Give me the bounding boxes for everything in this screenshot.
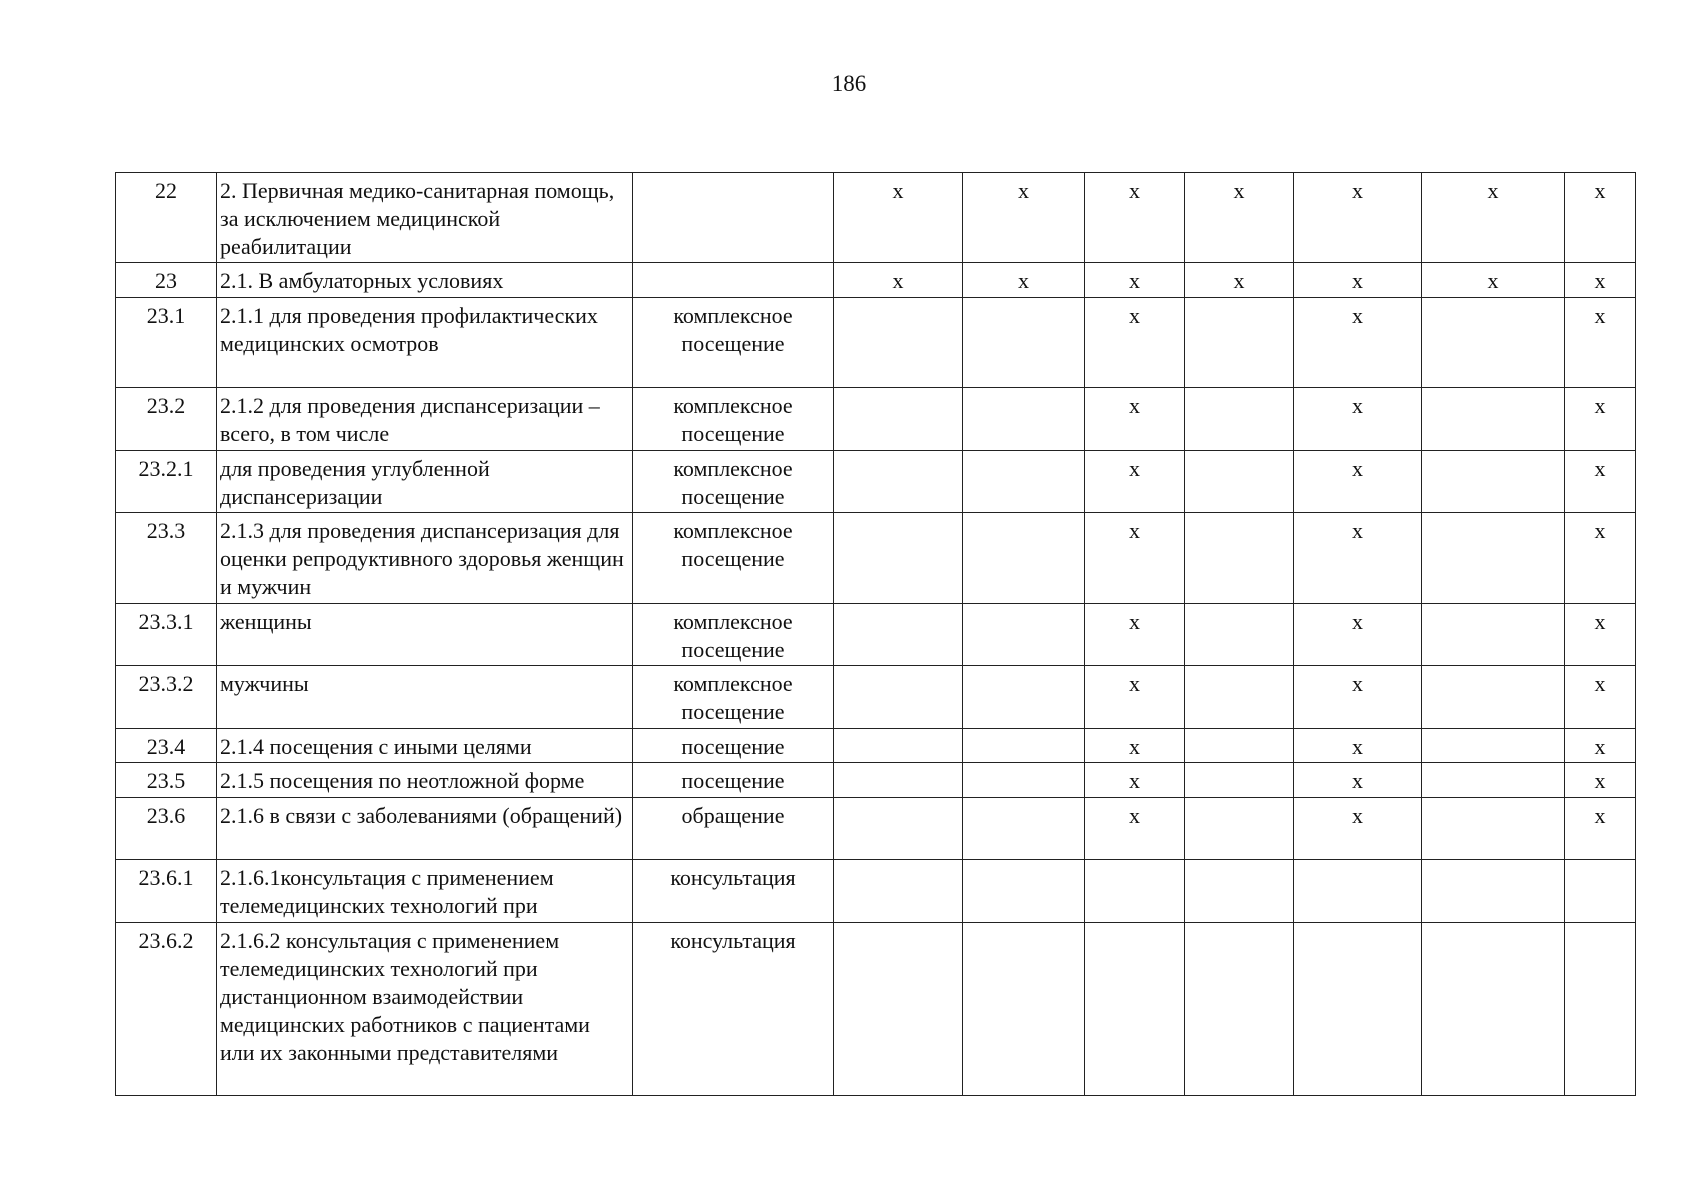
value-cell bbox=[1422, 604, 1565, 666]
row-unit-cell: комплексное посещение bbox=[633, 513, 834, 604]
table-row bbox=[116, 729, 1636, 763]
value-cell bbox=[834, 388, 963, 451]
table-row bbox=[116, 860, 1636, 923]
value-cell bbox=[963, 604, 1085, 666]
value-cell: x bbox=[1294, 604, 1422, 666]
value-cell bbox=[963, 923, 1085, 1096]
value-cell bbox=[834, 798, 963, 860]
value-cell bbox=[1185, 798, 1294, 860]
table-row bbox=[116, 923, 1636, 1096]
row-name-cell: 2.1.6 в связи с заболеваниями (обращений) bbox=[217, 798, 633, 860]
row-name-cell: мужчины bbox=[217, 666, 633, 729]
value-cell: x bbox=[1294, 173, 1422, 263]
row-number-cell: 22 bbox=[116, 173, 217, 263]
value-cell: x bbox=[1565, 451, 1636, 513]
row-number-cell: 23.3.1 bbox=[116, 604, 217, 666]
table-row bbox=[116, 173, 1636, 263]
value-cell bbox=[1422, 860, 1565, 923]
value-cell: x bbox=[1294, 388, 1422, 451]
row-number-cell: 23.3.2 bbox=[116, 666, 217, 729]
value-cell bbox=[963, 860, 1085, 923]
value-cell: x bbox=[1565, 798, 1636, 860]
row-unit-cell bbox=[633, 263, 834, 298]
value-cell: x bbox=[1294, 298, 1422, 388]
value-cell: x bbox=[1085, 513, 1185, 604]
value-cell: x bbox=[1294, 513, 1422, 604]
table-row bbox=[116, 451, 1636, 513]
row-name-cell: 2.1.4 посещения с иными целями bbox=[217, 729, 633, 763]
value-cell bbox=[1185, 604, 1294, 666]
table-row bbox=[116, 604, 1636, 666]
row-number-cell: 23.6 bbox=[116, 798, 217, 860]
value-cell bbox=[1422, 388, 1565, 451]
value-cell bbox=[1422, 798, 1565, 860]
row-number-cell: 23.6.2 bbox=[116, 923, 217, 1096]
table-row bbox=[116, 263, 1636, 298]
value-cell: x bbox=[1294, 763, 1422, 798]
value-cell: x bbox=[1085, 298, 1185, 388]
value-cell: x bbox=[834, 263, 963, 298]
value-cell: x bbox=[834, 173, 963, 263]
row-name-cell: 2. Первичная медико-санитарная помощь, за исключением медицинской реабилитации bbox=[217, 173, 633, 263]
page-number: 186 bbox=[831, 71, 867, 96]
row-number-cell: 23.6.1 bbox=[116, 860, 217, 923]
value-cell bbox=[1185, 666, 1294, 729]
value-cell: x bbox=[1085, 263, 1185, 298]
row-number-cell: 23.2.1 bbox=[116, 451, 217, 513]
value-cell: x bbox=[1085, 388, 1185, 451]
value-cell bbox=[963, 298, 1085, 388]
row-unit-cell: комплексное посещение bbox=[633, 298, 834, 388]
row-name-cell: для проведения углубленной диспансеризации bbox=[217, 451, 633, 513]
row-name-cell: 2.1.2 для проведения диспансеризации – всего, в том числе bbox=[217, 388, 633, 451]
value-cell bbox=[834, 729, 963, 763]
row-name-cell: 2.1. В амбулаторных условиях bbox=[217, 263, 633, 298]
table-body bbox=[116, 173, 1636, 1096]
value-cell: x bbox=[963, 263, 1085, 298]
value-cell bbox=[1185, 763, 1294, 798]
row-number-cell: 23 bbox=[116, 263, 217, 298]
value-cell bbox=[1422, 451, 1565, 513]
value-cell bbox=[963, 451, 1085, 513]
row-name-cell: 2.1.3 для проведения диспансеризация для оценки репродуктивного здоровья женщин и мужчин bbox=[217, 513, 633, 604]
value-cell: x bbox=[1085, 451, 1185, 513]
value-cell: x bbox=[1565, 604, 1636, 666]
row-unit-cell: посещение bbox=[633, 729, 834, 763]
row-unit-cell: комплексное посещение bbox=[633, 388, 834, 451]
value-cell: x bbox=[1565, 513, 1636, 604]
value-cell: x bbox=[1185, 173, 1294, 263]
value-cell: x bbox=[1565, 173, 1636, 263]
value-cell: x bbox=[1185, 263, 1294, 298]
row-number-cell: 23.1 bbox=[116, 298, 217, 388]
value-cell bbox=[1185, 923, 1294, 1096]
value-cell bbox=[1185, 388, 1294, 451]
value-cell bbox=[1294, 860, 1422, 923]
value-cell bbox=[1422, 298, 1565, 388]
value-cell bbox=[1294, 923, 1422, 1096]
value-cell: x bbox=[1565, 388, 1636, 451]
value-cell: x bbox=[1085, 763, 1185, 798]
row-name-cell: 2.1.1 для проведения профилактических медицинских осмотров bbox=[217, 298, 633, 388]
row-unit-cell bbox=[633, 173, 834, 263]
row-unit-cell: обращение bbox=[633, 798, 834, 860]
value-cell bbox=[963, 513, 1085, 604]
value-cell bbox=[963, 798, 1085, 860]
value-cell bbox=[1422, 513, 1565, 604]
value-cell bbox=[1422, 763, 1565, 798]
value-cell: x bbox=[1294, 263, 1422, 298]
value-cell: x bbox=[1085, 666, 1185, 729]
row-number-cell: 23.2 bbox=[116, 388, 217, 451]
value-cell: x bbox=[1422, 263, 1565, 298]
row-unit-cell: консультация bbox=[633, 860, 834, 923]
row-unit-cell: комплексное посещение bbox=[633, 451, 834, 513]
value-cell: x bbox=[1085, 173, 1185, 263]
value-cell: x bbox=[1085, 604, 1185, 666]
table-row bbox=[116, 763, 1636, 798]
value-cell bbox=[1185, 860, 1294, 923]
value-cell: x bbox=[1085, 729, 1185, 763]
value-cell: x bbox=[1294, 451, 1422, 513]
value-cell bbox=[834, 923, 963, 1096]
value-cell bbox=[834, 298, 963, 388]
value-cell bbox=[963, 763, 1085, 798]
table-row bbox=[116, 513, 1636, 604]
table-row bbox=[116, 666, 1636, 729]
value-cell: x bbox=[1294, 798, 1422, 860]
value-cell: x bbox=[1565, 666, 1636, 729]
row-number-cell: 23.3 bbox=[116, 513, 217, 604]
value-cell: x bbox=[1565, 263, 1636, 298]
table-row bbox=[116, 798, 1636, 860]
value-cell: x bbox=[1422, 173, 1565, 263]
row-name-cell: женщины bbox=[217, 604, 633, 666]
row-unit-cell: консультация bbox=[633, 923, 834, 1096]
row-name-cell: 2.1.5 посещения по неотложной форме bbox=[217, 763, 633, 798]
table-row bbox=[116, 388, 1636, 451]
value-cell bbox=[834, 860, 963, 923]
value-cell bbox=[834, 451, 963, 513]
value-cell bbox=[1085, 923, 1185, 1096]
value-cell bbox=[1185, 298, 1294, 388]
value-cell bbox=[1185, 513, 1294, 604]
value-cell bbox=[834, 666, 963, 729]
row-number-cell: 23.4 bbox=[116, 729, 217, 763]
value-cell: x bbox=[1565, 298, 1636, 388]
value-cell bbox=[834, 763, 963, 798]
value-cell bbox=[1422, 729, 1565, 763]
row-unit-cell: комплексное посещение bbox=[633, 604, 834, 666]
value-cell bbox=[834, 513, 963, 604]
row-unit-cell: посещение bbox=[633, 763, 834, 798]
value-cell: x bbox=[1294, 729, 1422, 763]
value-cell: x bbox=[1294, 666, 1422, 729]
value-cell bbox=[834, 604, 963, 666]
row-name-cell: 2.1.6.2 консультация с применением телемедицинских технологий при дистанционном взаимодействии медицинских работников с пациентами или их законными представителями bbox=[217, 923, 633, 1096]
services-table bbox=[115, 172, 1636, 1096]
value-cell bbox=[963, 729, 1085, 763]
value-cell bbox=[963, 388, 1085, 451]
value-cell bbox=[1565, 860, 1636, 923]
value-cell bbox=[1565, 923, 1636, 1096]
value-cell bbox=[1185, 451, 1294, 513]
value-cell bbox=[963, 666, 1085, 729]
value-cell bbox=[1085, 860, 1185, 923]
row-name-cell: 2.1.6.1консультация с применением телемедицинских технологий при bbox=[217, 860, 633, 923]
row-unit-cell: комплексное посещение bbox=[633, 666, 834, 729]
value-cell: x bbox=[963, 173, 1085, 263]
value-cell bbox=[1185, 729, 1294, 763]
value-cell: x bbox=[1085, 798, 1185, 860]
row-number-cell: 23.5 bbox=[116, 763, 217, 798]
value-cell bbox=[1422, 666, 1565, 729]
value-cell bbox=[1422, 923, 1565, 1096]
value-cell: x bbox=[1565, 763, 1636, 798]
table-row bbox=[116, 298, 1636, 388]
value-cell: x bbox=[1565, 729, 1636, 763]
